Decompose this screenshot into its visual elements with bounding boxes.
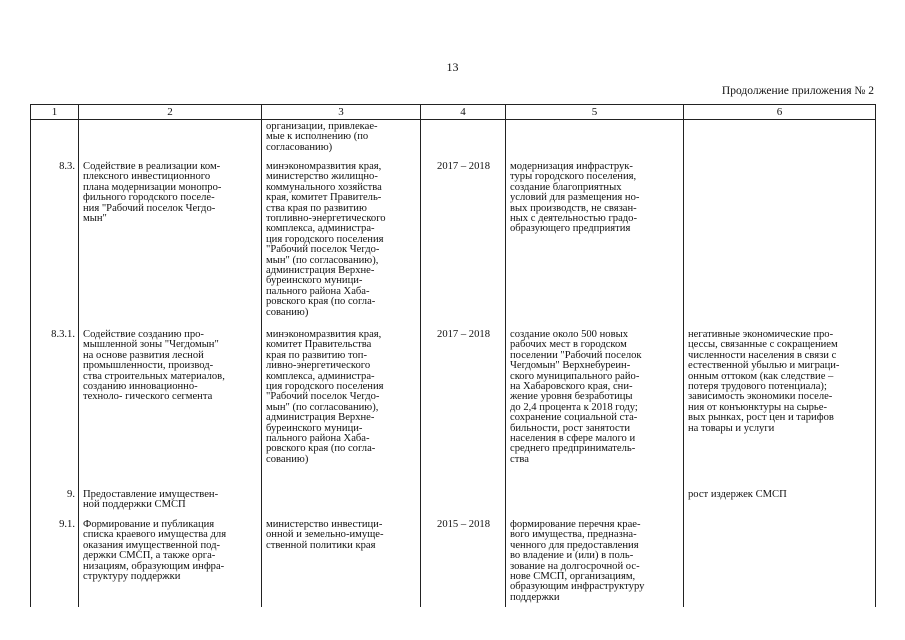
column-header-5: 5: [506, 105, 684, 120]
responsible-cell: министерство инвестици- онной и земельно-имуще- ственной политики края: [262, 518, 421, 607]
row-number: 9.: [31, 488, 79, 518]
table-row: [31, 328, 876, 488]
years-cell: 2017 – 2018: [421, 328, 506, 488]
result-cell: формирование перечня крае- вого имущества, предназна- ченного для предоставления во владение и (или) в поль- зование на долгосрочной ос- нове СМСП, организациям, образующим инфраструктуру поддержки: [506, 518, 684, 607]
continuation-caption: Продолжение приложения № 2: [721, 85, 874, 97]
column-header-3: 3: [262, 105, 421, 120]
responsible-cell: минэкономразвития края, министерство жилищно- коммунального хозяйства края, комитет Правитель- ства края по развитию топливно-энергетического комплекса, администра- ция городского поселения "Рабочий поселок Чегдо- мын" (по согласованию), администрация Верхне- буреинского муници- пального района Хаба- ровского края (по согла- сованию): [262, 160, 421, 328]
years-cell: 2017 – 2018: [421, 160, 506, 328]
appendix-table: [30, 104, 876, 607]
result-cell: [506, 488, 684, 518]
responsible-cell: минэкономразвития края, комитет Правительства края по развитию топ- ливно-энергетического комплекса, администра- ция городского поселения "Рабочий поселок Чегдо- мын" (по согласованию), администрация Верхне- буреинского муници- пального района Хаба- ровского края (по согла- сованию): [262, 328, 421, 488]
column-header-6: 6: [684, 105, 876, 120]
measure-cell: Содействие в реализации ком- плексного инвестиционного плана модернизации монопро- фильного городского поселе- ния "Рабочий поселок Чегдо- мын": [79, 160, 262, 328]
result-cell: создание около 500 новых рабочих мест в городском поселении "Рабочий поселок Чегдомын" Верхнебуреин- ского муниципального райо- на Хабаровского края, сни- жение уровня безработицы до 2,4 процента к 2018 году; сохранение социальной ста- бильности, рост занятости населения в сфере малого и среднего предприниматель- ства: [506, 328, 684, 488]
row-number: 8.3.: [31, 160, 79, 328]
risks-cell: негативные экономические про- цессы, связанные с сокращением численности населения в связи с естественной убылью и миграци- онным оттоком (как следствие – потеря трудового потенциала); зависимость экономики поселе- ния от конъюнктуры на сырье- вых рынках, рост цен и тарифов на товары и услуги: [684, 328, 876, 488]
responsible-cell: организации, привлекае- мые к исполнению (по согласованию): [262, 120, 421, 161]
table-row: [31, 160, 876, 328]
header-row: [31, 105, 876, 120]
page-number: 13: [446, 60, 459, 74]
row-number: 8.3.1.: [31, 328, 79, 488]
column-header-2: 2: [79, 105, 262, 120]
row-number: [31, 120, 79, 161]
column-header-4: 4: [421, 105, 506, 120]
risks-cell: [684, 120, 876, 161]
years-cell: [421, 120, 506, 161]
result-cell: модернизация инфраструк- туры городского поселения, создание благоприятных условий для размещения но- вых производств, не связан- ных с деятельностью градо- образующего предприятия: [506, 160, 684, 328]
risks-cell: рост издержек СМСП: [684, 488, 876, 518]
measure-cell: Предоставление имуществен- ной поддержки СМСП: [79, 488, 262, 518]
table-row: [31, 518, 876, 607]
measure-cell: [79, 120, 262, 161]
risks-cell: [684, 160, 876, 328]
result-cell: [506, 120, 684, 161]
risks-cell: [684, 518, 876, 607]
years-cell: 2015 – 2018: [421, 518, 506, 607]
table-row: [31, 120, 876, 161]
measure-cell: Формирование и публикация списка краевого имущества для оказания имущественной под- держки СМСП, а также орга- низациям, образующим инфра- структуру поддержки: [79, 518, 262, 607]
row-number: 9.1.: [31, 518, 79, 607]
measure-cell: Содействие созданию про- мышленной зоны "Чегдомын" на основе развития лесной промышленности, производ- ства строительных материалов, созданию инновационно- техноло- гического сегмента: [79, 328, 262, 488]
responsible-cell: [262, 488, 421, 518]
years-cell: [421, 488, 506, 518]
table-row: [31, 488, 876, 518]
column-header-1: 1: [31, 105, 79, 120]
